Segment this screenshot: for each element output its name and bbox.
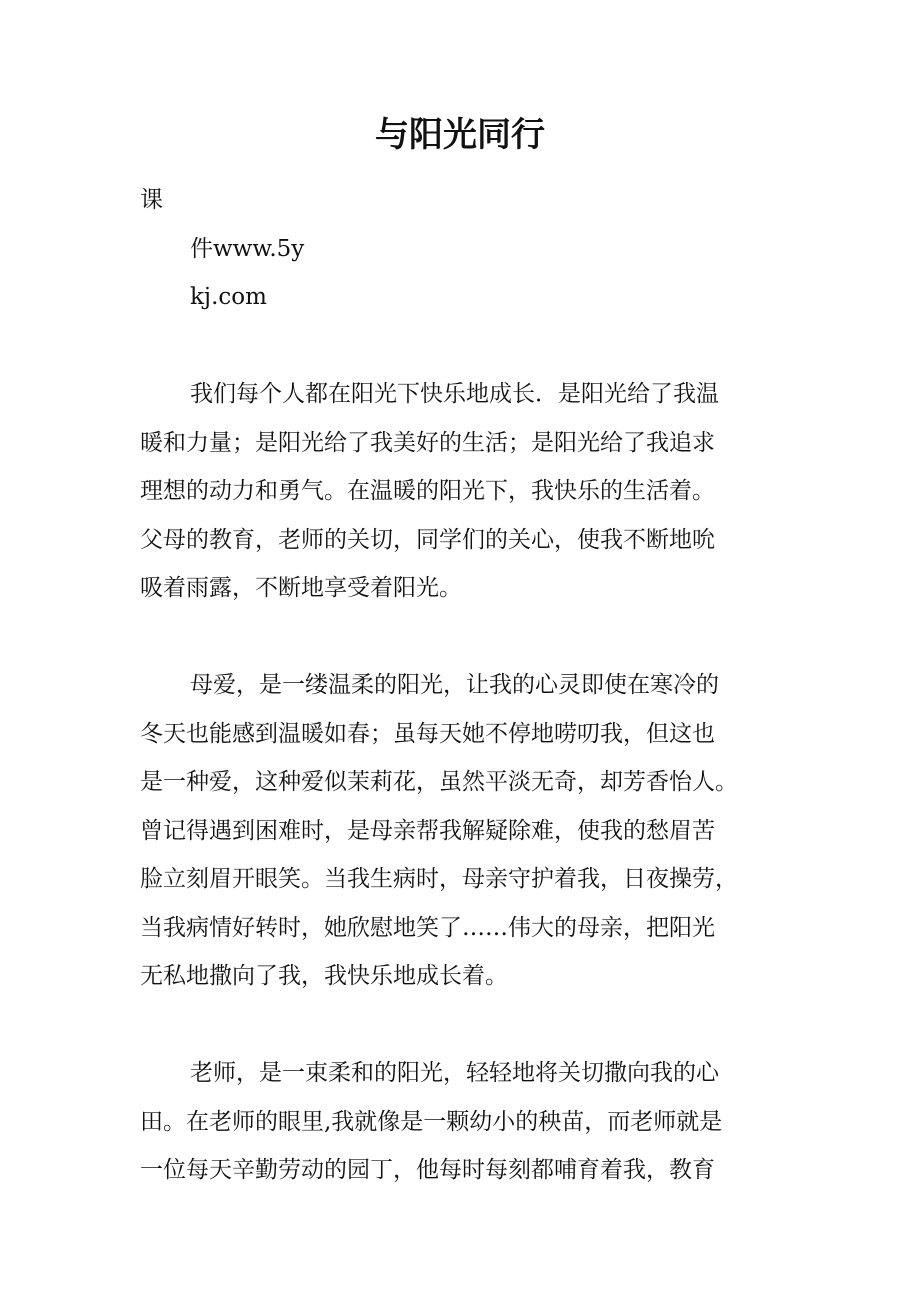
text-line: 吸着雨露，不断地享受着阳光。 [140,575,462,601]
paragraph-2 [140,661,780,1001]
text-line: 暖和力量；是阳光给了我美好的生活；是阳光给了我追求 [140,429,715,456]
text-line: 田。在老师的眼里,我就像是一颗幼小的秧苗，而老师就是 [140,1108,723,1135]
document-body [140,176,780,1195]
text-line: 曾记得遇到困难时，是母亲帮我解疑除难，使我的愁眉苦 [140,817,715,844]
text-line: 理想的动力和勇气。在温暖的阳光下，我快乐的生活着。 [140,478,715,504]
header-line: 件www.5y [190,235,305,262]
document-title: 与阳光同行 [375,115,545,155]
text-line: 父母的教育，老师的关切，同学们的关心，使我不断地吮 [140,526,715,553]
text-line: 是一种爱，这种爱似茉莉花，虽然平淡无奇，却芳香怡人。 [140,769,738,795]
text-line: 老师，是一束柔和的阳光，轻轻地将关切撒向我的心 [190,1060,719,1086]
text-line: 母爱，是一缕温柔的阳光，让我的心灵即使在寒冷的 [190,672,719,698]
paragraph-1 [140,370,780,613]
text-line: 无私地撒向了我，我快乐地成长着。 [140,963,508,989]
text-line: 当我病情好转时，她欣慰地笑了……伟大的母亲，把阳光 [140,914,715,941]
text-line: 一位每天辛勤劳动的园丁，他每时每刻都哺育着我，教育 [140,1157,715,1183]
header-line: kj.com [190,284,267,310]
text-line: 脸立刻眉开眼笑。当我生病时，母亲守护着我，日夜操劳， [140,866,738,892]
text-line: 我们每个人都在阳光下快乐地成长．是阳光给了我温 [190,381,719,407]
header-line: 课 [140,187,163,213]
paragraph-3 [140,1049,780,1195]
text-line: 冬天也能感到温暖如春；虽每天她不停地唠叨我，但这也 [140,720,715,747]
